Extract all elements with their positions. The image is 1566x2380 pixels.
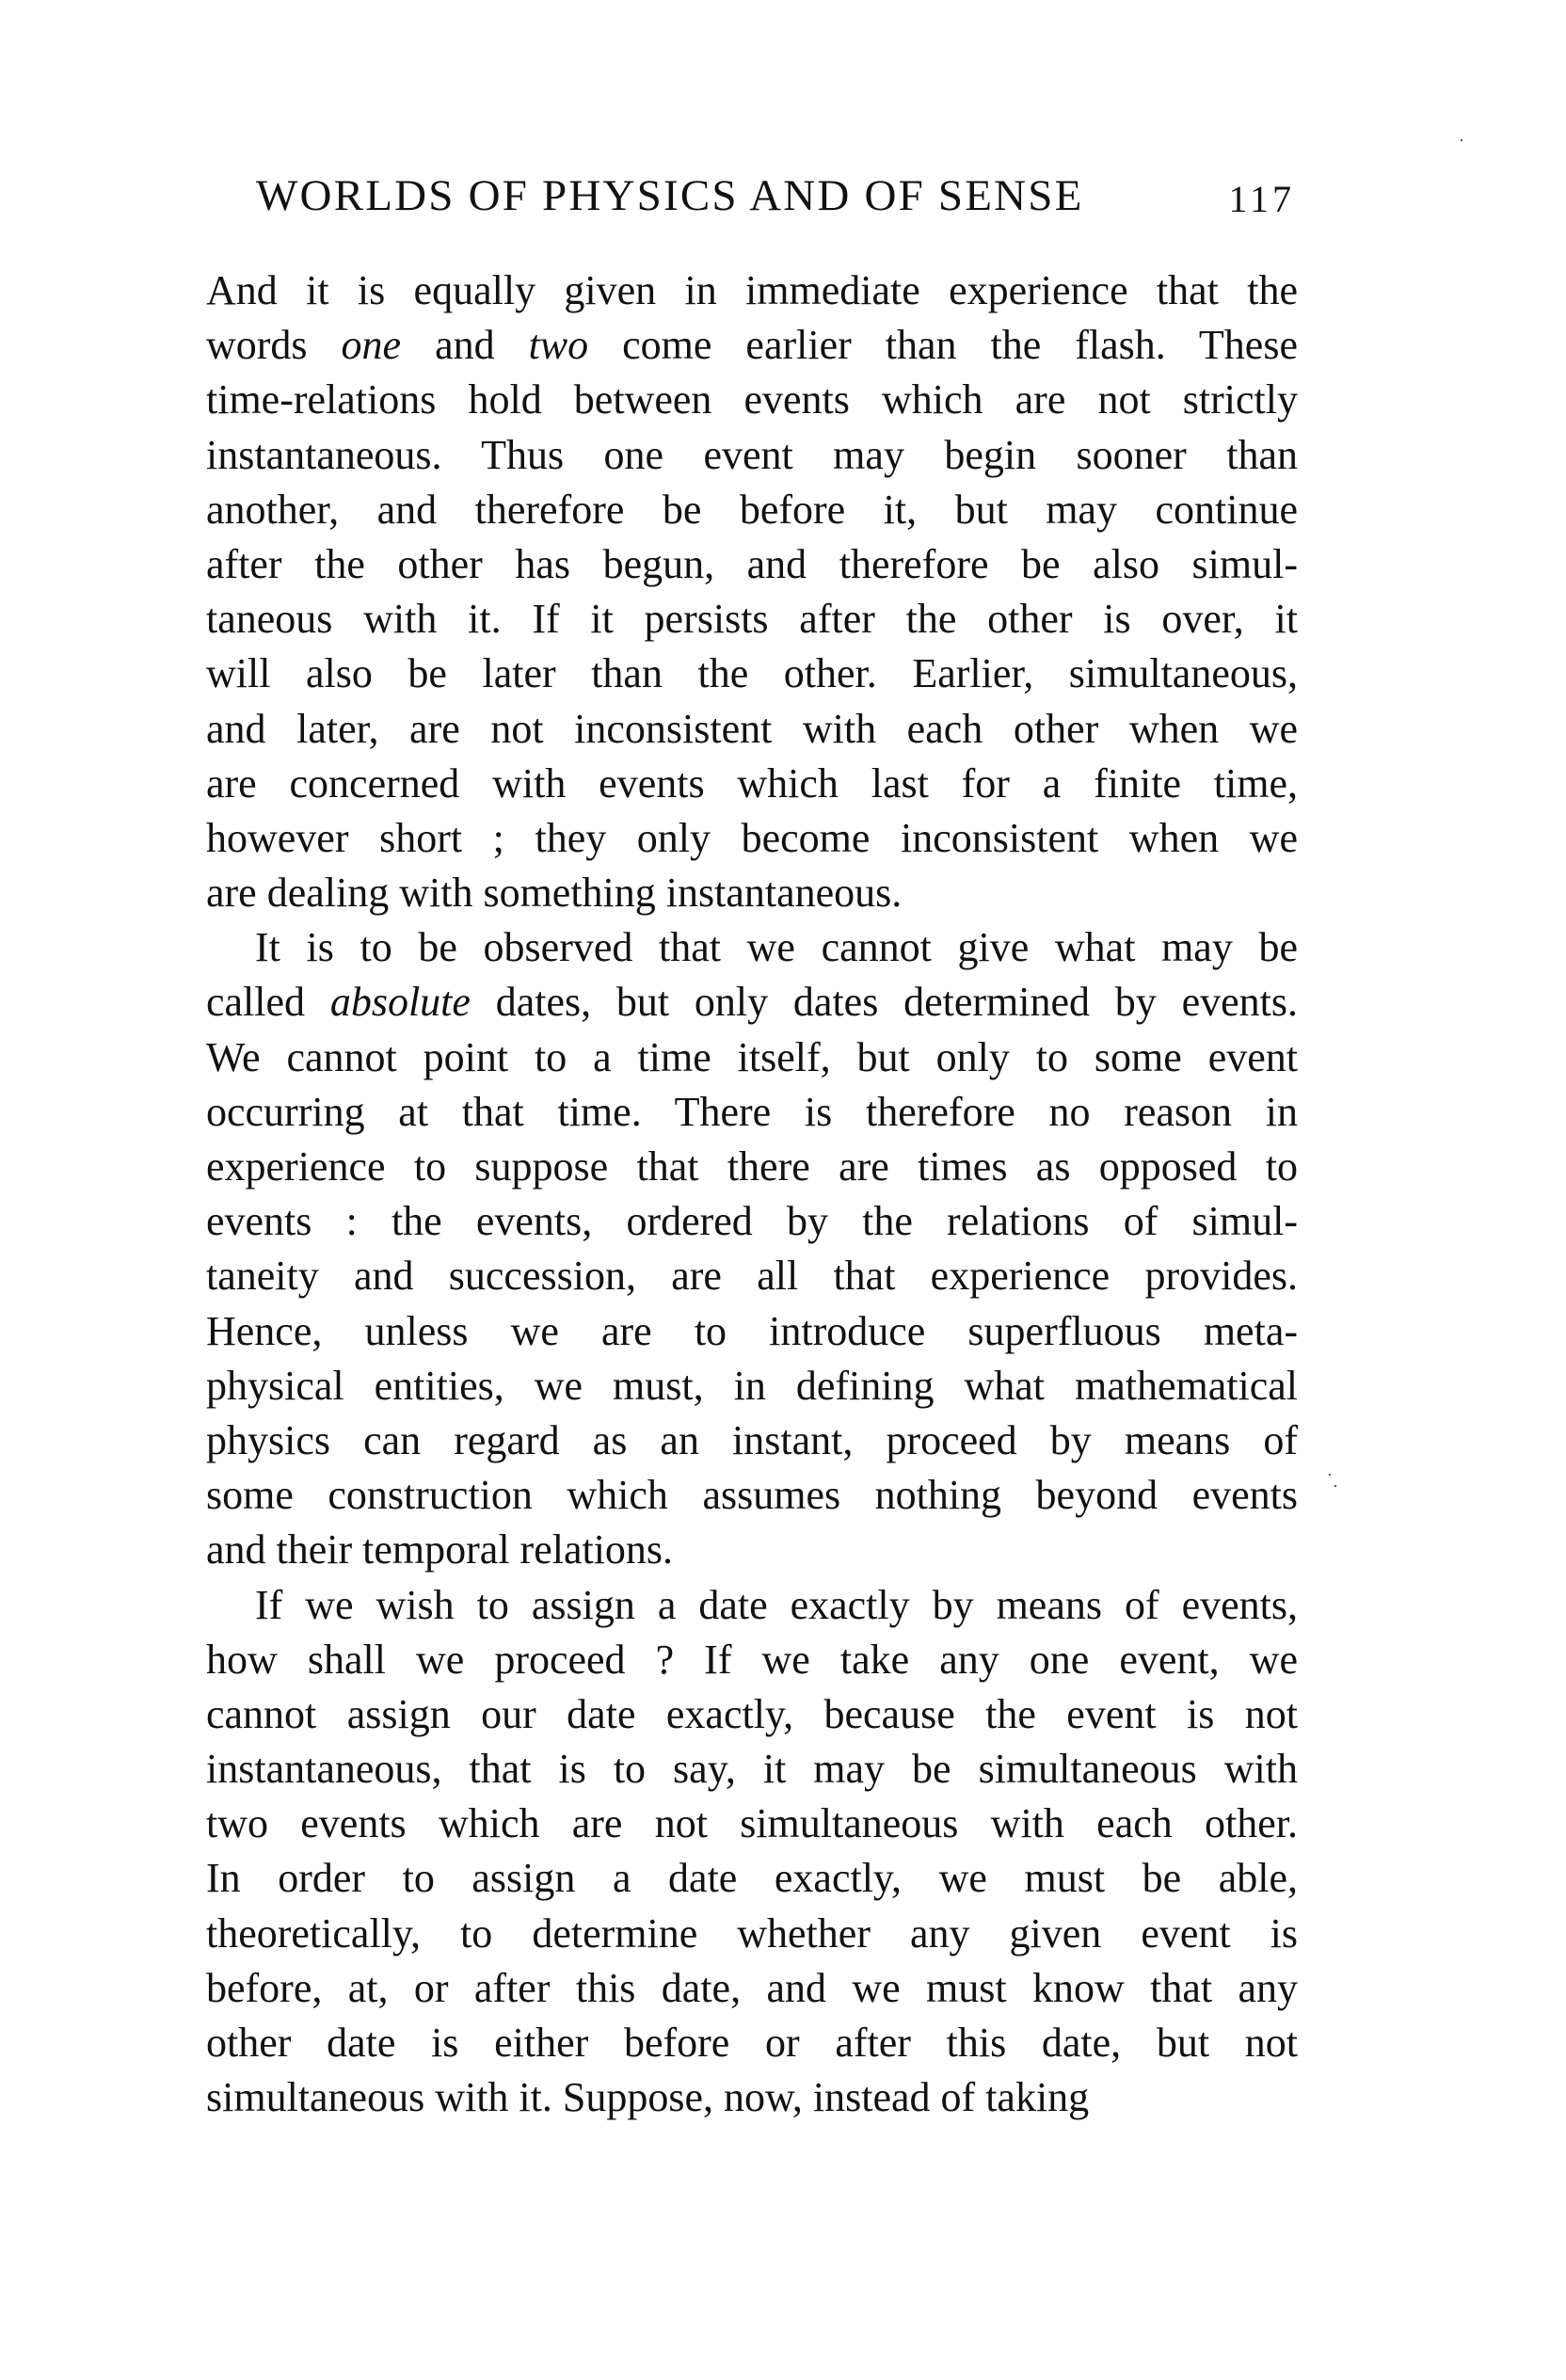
text-line bbox=[206, 1140, 1298, 1194]
text-segment: and later, are not inconsistent with each other when we bbox=[206, 705, 1298, 752]
running-title: WORLDS OF PHYSICS AND OF SENSE bbox=[256, 171, 1084, 220]
scan-speck bbox=[1334, 1485, 1336, 1487]
text-segment: We cannot point to a time itself, but only to some event bbox=[206, 1033, 1298, 1080]
italic-word: one bbox=[341, 322, 402, 369]
text-line bbox=[206, 866, 1298, 920]
text-line bbox=[206, 1085, 1298, 1140]
text-line bbox=[206, 1194, 1298, 1249]
text-line bbox=[206, 1742, 1298, 1797]
text-line bbox=[206, 1578, 1298, 1633]
text-line bbox=[206, 1633, 1298, 1687]
text-segment: how shall we proceed ? If we take any one event, we bbox=[206, 1636, 1298, 1683]
text-line bbox=[206, 483, 1298, 537]
text-line bbox=[206, 2070, 1298, 2125]
paragraph bbox=[206, 1578, 1298, 2126]
text-line bbox=[206, 373, 1298, 427]
text-line bbox=[206, 1961, 1298, 2016]
text-segment: two events which are not simultaneous with each other. bbox=[206, 1800, 1298, 1847]
text-segment: taneous with it. If it persists after the other is over, it bbox=[206, 596, 1298, 643]
text-line bbox=[206, 1249, 1298, 1303]
text-line bbox=[206, 702, 1298, 757]
text-segment: It is to be observed that we cannot give what may be bbox=[255, 924, 1298, 971]
text-line bbox=[206, 1359, 1298, 1414]
text-segment: physics can regard as an instant, proceed by means of bbox=[206, 1416, 1298, 1463]
text-segment: before, at, or after this date, and we must know that any bbox=[206, 1964, 1298, 2011]
running-head bbox=[256, 168, 1299, 224]
text-segment: instantaneous, that is to say, it may be simultaneous with bbox=[206, 1746, 1298, 1793]
text-line bbox=[206, 1468, 1298, 1523]
text-segment: and their temporal relations. bbox=[206, 1526, 674, 1573]
text-line bbox=[206, 592, 1298, 647]
text-line bbox=[206, 537, 1298, 592]
text-line bbox=[206, 1851, 1298, 1906]
italic-word: absolute bbox=[329, 979, 471, 1026]
text-segment: called bbox=[206, 979, 330, 1026]
text-segment: other date is either before or after this date, but not bbox=[206, 2020, 1298, 2066]
text-line bbox=[206, 1030, 1298, 1085]
text-segment: physical entities, we must, in defining what mathematical bbox=[206, 1362, 1298, 1409]
text-line bbox=[206, 1523, 1298, 1577]
text-segment: another, and therefore be before it, but may continue bbox=[206, 486, 1298, 533]
text-segment: come earlier than the flash. These bbox=[588, 322, 1298, 369]
text-segment: dates, but only dates determined by events. bbox=[470, 979, 1298, 1026]
text-segment: are dealing with something instantaneous. bbox=[206, 870, 903, 917]
text-segment: events : the events, ordered by the relations of simul- bbox=[206, 1198, 1298, 1245]
text-segment: theoretically, to determine whether any given event is bbox=[206, 1909, 1298, 1957]
text-line bbox=[206, 264, 1298, 318]
text-segment: If we wish to assign a date exactly by means of events, bbox=[255, 1581, 1298, 1628]
text-segment: In order to assign a date exactly, we must be able, bbox=[206, 1855, 1298, 1902]
text-line bbox=[206, 757, 1298, 811]
text-segment: however short ; they only become inconsistent when we bbox=[206, 814, 1298, 861]
text-line bbox=[206, 318, 1298, 373]
text-line bbox=[206, 1414, 1298, 1468]
text-segment: after the other has begun, and therefore be also simul- bbox=[206, 540, 1298, 587]
text-segment: taneity and succession, are all that experience provides. bbox=[206, 1253, 1298, 1300]
text-segment: simultaneous with it. Suppose, now, instead of taking bbox=[206, 2074, 1090, 2121]
text-segment: instantaneous. Thus one event may begin sooner than bbox=[206, 431, 1298, 478]
text-segment: and bbox=[401, 322, 529, 369]
text-line bbox=[206, 811, 1298, 866]
text-line bbox=[206, 1304, 1298, 1359]
text-segment: Hence, unless we are to introduce superfluous meta- bbox=[206, 1307, 1298, 1354]
paragraph bbox=[206, 264, 1298, 920]
text-segment: And it is equally given in immediate experience that the bbox=[206, 267, 1298, 313]
text-segment: are concerned with events which last for a finite time, bbox=[206, 759, 1298, 807]
text-segment: time-relations hold between events which are not strictly bbox=[206, 376, 1298, 423]
text-line bbox=[206, 975, 1298, 1030]
text-line bbox=[206, 1687, 1298, 1742]
scan-speck bbox=[1461, 139, 1462, 141]
body-text bbox=[206, 264, 1298, 2125]
text-segment: words bbox=[206, 322, 342, 369]
text-segment: experience to suppose that there are times as opposed to bbox=[206, 1143, 1298, 1190]
text-line bbox=[206, 647, 1298, 701]
text-line bbox=[206, 428, 1298, 483]
text-line bbox=[206, 920, 1298, 975]
text-segment: will also be later than the other. Earlier, simultaneous, bbox=[206, 650, 1298, 697]
text-line bbox=[206, 1797, 1298, 1851]
text-segment: cannot assign our date exactly, because the event is not bbox=[206, 1690, 1298, 1737]
scan-speck bbox=[1329, 1474, 1331, 1476]
paragraph bbox=[206, 920, 1298, 1577]
italic-word: two bbox=[528, 322, 589, 369]
text-line bbox=[206, 1907, 1298, 1961]
text-segment: occurring at that time. There is therefore no reason in bbox=[206, 1088, 1298, 1135]
page-number: 117 bbox=[1228, 178, 1295, 220]
text-segment: some construction which assumes nothing beyond events bbox=[206, 1472, 1298, 1519]
text-line bbox=[206, 2016, 1298, 2070]
